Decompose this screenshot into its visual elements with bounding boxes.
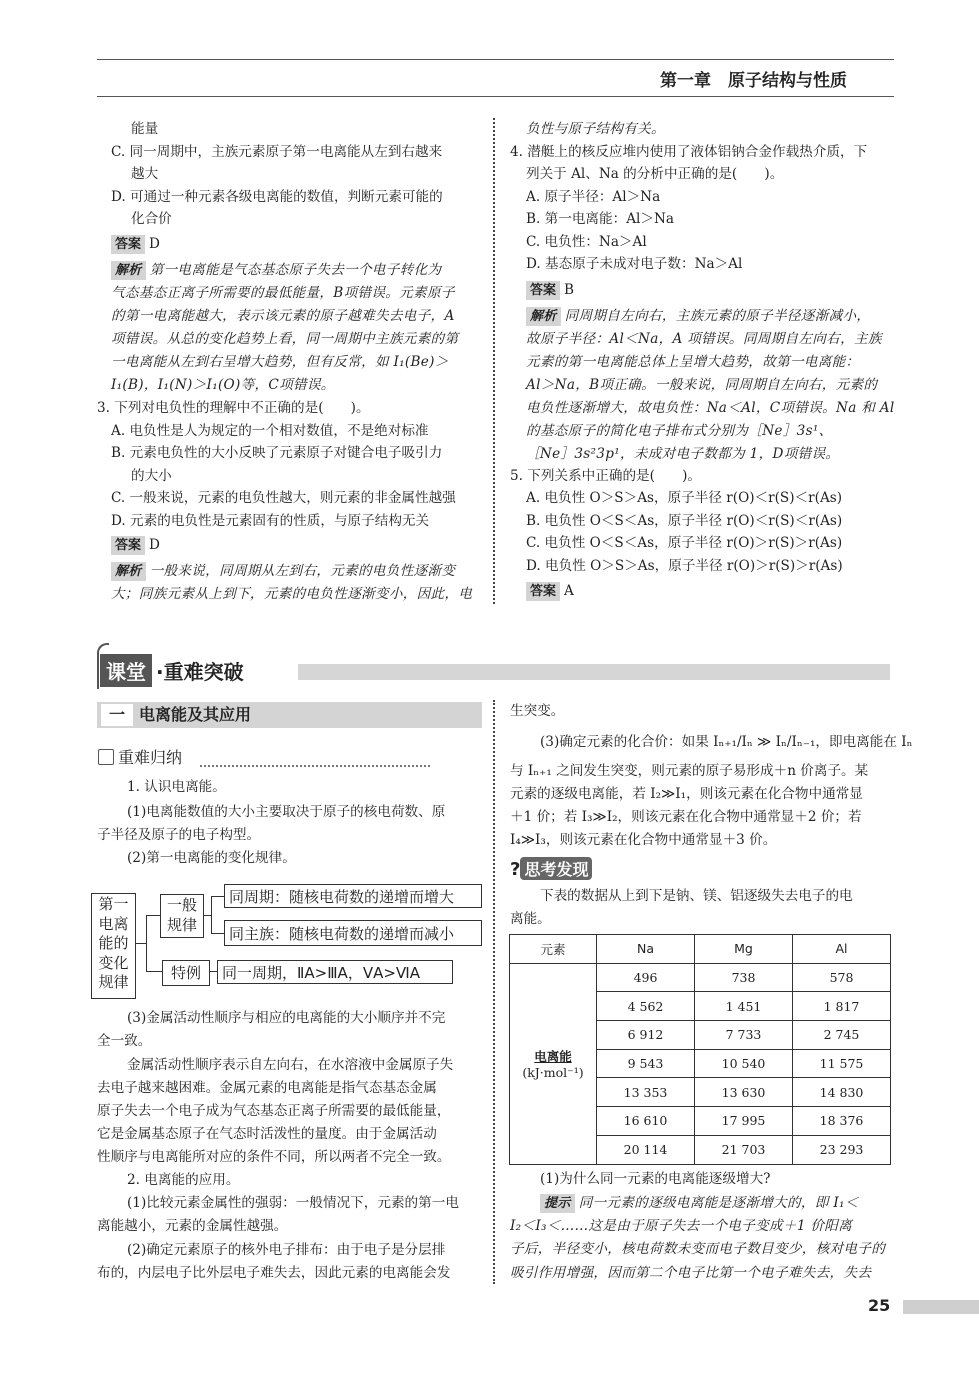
body-line: 全一致。	[97, 1033, 152, 1049]
answer-row	[111, 534, 160, 557]
flow-root-text: 变化	[98, 953, 129, 972]
explanation-line: 的基态原子的简化电子排布式分别为［Ne］3s¹、	[526, 423, 833, 439]
question-stem: 5. 下列关系中正确的是( )。	[510, 468, 702, 484]
body-line: 原子失去一个电子成为气态基态正离子所需要的最低能量，	[97, 1103, 451, 1119]
flow-root-box	[91, 893, 136, 999]
table-header-row	[510, 935, 891, 964]
answer-tag: 答案	[111, 536, 145, 555]
explanation-tag: 解析	[526, 307, 561, 326]
body-line: I₄≫I₃，则该元素在化合物中通常显＋3 价。	[510, 832, 777, 848]
option-line: A. 电负性是人为规定的一个相对数值，不是绝对标准	[111, 423, 429, 439]
explanation-line: 项错误。从总的变化趋势上看，同一周期中主族元素的第	[111, 331, 459, 347]
answer-value: D	[149, 537, 160, 553]
text-line: 化合价	[131, 211, 172, 227]
option-line: C. 一般来说，元素的电负性越大，则元素的非金属性越强	[111, 490, 456, 506]
column-divider-top	[493, 118, 495, 604]
flow-connector	[146, 915, 160, 916]
body-line: 生突变。	[510, 703, 565, 719]
text-line: 越大	[131, 166, 159, 182]
option-line: 的大小	[131, 468, 172, 484]
zhongnan-rule	[200, 765, 430, 767]
body-line: 子半径及原子的电子构型。	[97, 827, 261, 843]
option-line: A. 原子半径：Al＞Na	[526, 189, 661, 205]
table-cell: 1 817	[793, 992, 891, 1021]
answer-value: A	[564, 583, 574, 599]
row-label-text: 电离能	[534, 1049, 572, 1065]
subsection-number: 一	[101, 704, 133, 726]
question-stem: 3. 下列对电负性的理解中不正确的是( )。	[97, 400, 370, 416]
table-cell: 16 610	[597, 1107, 695, 1136]
text-line: C. 同一周期中，主族元素原子第一电离能从左到右越来	[111, 144, 443, 160]
table-header: 元素	[510, 935, 597, 964]
ionization-table	[509, 934, 891, 1165]
table-cell: 4 562	[597, 992, 695, 1021]
sikao-title: 思考发现	[520, 857, 592, 880]
section-title-box: 课堂	[100, 654, 152, 687]
explanation-line: 的第一电离能越大，表示该元素的原子越难失去电子，A	[111, 308, 455, 324]
answer-value: D	[149, 236, 160, 252]
table-cell: 7 733	[695, 1021, 793, 1050]
flow-special-box: 特例	[162, 960, 210, 986]
body-line: 离能。	[510, 911, 551, 927]
flow-connector	[211, 896, 212, 934]
header-rule-bottom	[97, 96, 894, 97]
hint-line: I₂＜I₃＜……这是由于原子失去一个电子变成＋1 价阳离	[510, 1218, 853, 1234]
question-icon: ?	[510, 859, 521, 880]
table-row-label	[510, 963, 597, 1164]
text-line: 能量	[131, 121, 159, 137]
sikao-heading	[510, 857, 592, 880]
body-line: (1)电离能数值的大小主要取决于原子的核电荷数、原	[127, 804, 446, 820]
question-stem: 列关于 Al、Na 的分析中正确的是( )。	[526, 166, 784, 182]
table-cell: 20 114	[597, 1135, 695, 1164]
page-number-bar	[903, 1300, 979, 1314]
table-cell: 1 451	[695, 992, 793, 1021]
table-cell: 23 293	[793, 1135, 891, 1164]
option-line: B. 第一电离能：Al＞Na	[526, 211, 674, 227]
explanation-line: 电负性逐渐增大，故电负性：Na＜Al，C项错误。Na 和 Al	[526, 400, 895, 416]
answer-row	[526, 279, 574, 302]
body-line: 元素的逐级电离能，若 I₂≫I₁，则该元素在化合物中通常显	[510, 786, 863, 802]
table-cell: 6 912	[597, 1021, 695, 1050]
explanation-line: 大；同族元素从上到下，元素的电负性逐渐变小，因此，电	[111, 586, 473, 602]
answer-value: B	[564, 282, 575, 298]
hint-line	[540, 1192, 859, 1215]
explanation-line	[111, 259, 441, 282]
flow-connector	[146, 915, 147, 972]
header-rule-top	[97, 59, 894, 60]
explanation-line: ［Ne］3s²3p¹，未成对电子数都为 1，D项错误。	[526, 446, 840, 462]
table-row	[510, 963, 891, 992]
page-number: 25	[868, 1296, 891, 1315]
body-line: 它是金属基态原子在气态时活泼性的量度。由于金属活动	[97, 1126, 437, 1142]
section-title-rest: ·重难突破	[156, 659, 244, 684]
body-line: (2)确定元素原子的核外电子排布：由于电子是分层排	[127, 1242, 446, 1258]
body-line: 金属活动性顺序表示自左向右，在水溶液中金属原子失	[127, 1057, 454, 1073]
text-line: D. 可通过一种元素各级电离能的数值，判断元素可能的	[111, 189, 443, 205]
flow-root-text: 第一	[98, 895, 129, 913]
zhongnan-title: 重难归纳	[118, 748, 183, 767]
flow-connector	[211, 896, 224, 897]
subsection-title: 电离能及其应用	[139, 705, 252, 724]
body-line: (3)金属活动性顺序与相应的电离能的大小顺序并不完	[127, 1010, 446, 1026]
table-cell: 738	[695, 963, 793, 992]
flow-special-text-box: 同一周期，ⅡA>ⅢA，ⅤA>ⅥA	[217, 960, 453, 984]
table-cell: 496	[597, 963, 695, 992]
table-cell: 578	[793, 963, 891, 992]
table-cell: 13 353	[597, 1078, 695, 1107]
table-header: Na	[597, 935, 695, 964]
option-line: D. 电负性 O＞S＞As，原子半径 r(O)＞r(S)＞r(As)	[526, 558, 843, 574]
body-line: (1)比较元素金属性的强弱：一般情况下，元素的第一电	[127, 1195, 459, 1211]
flow-root-text: 电离	[98, 914, 129, 933]
row-unit-text: (kJ·mol⁻¹)	[522, 1065, 584, 1081]
option-line: C. 电负性 O＜S＜As，原子半径 r(O)＞r(S)＞r(As)	[526, 535, 843, 551]
explanation-text: 同周期自左向右，主族元素的原子半径逐渐减小，	[564, 308, 871, 324]
option-line: C. 电负性：Na＞Al	[526, 234, 647, 250]
body-line: 与 Iₙ₊₁ 之间发生突变，则元素的原子易形成＋n 价离子。某	[510, 763, 869, 779]
answer-tag: 答案	[526, 281, 560, 300]
answer-tag: 答案	[526, 582, 560, 601]
section-title-bar	[298, 664, 890, 680]
table-header: Al	[793, 935, 891, 964]
chapter-title: 第一章 原子结构与性质	[660, 71, 847, 91]
option-line: D. 元素的电负性是元素固有的性质，与原子结构无关	[111, 513, 430, 529]
flow-period-box: 同周期：随核电荷数的递增而增大	[224, 884, 482, 908]
table-cell: 9 543	[597, 1049, 695, 1078]
flow-root-text: 能的	[98, 934, 129, 952]
hint-text: 同一元素的逐级电离能是逐渐增大的，即 I₁＜	[578, 1195, 859, 1211]
body-line: ＋1 价；若 I₃≫I₂，则该元素在化合物中通常显＋2 价；若	[510, 809, 862, 825]
body-line: 离能越小，元素的金属性越强。	[97, 1218, 288, 1234]
explanation-text: 第一电离能是气态基态原子失去一个电子转化为	[149, 262, 442, 278]
table-cell: 18 376	[793, 1107, 891, 1136]
option-line: D. 基态原子未成对电子数：Na＞Al	[526, 256, 743, 272]
table-cell: 10 540	[695, 1049, 793, 1078]
explanation-line: 气态基态正离子所需要的最低能量，B项错误。元素原子	[111, 285, 455, 301]
flow-general-text: 规律	[166, 916, 197, 934]
answer-row	[526, 580, 574, 603]
explanation-line: I₁(B)，I₁(N)＞I₁(O)等，C项错误。	[111, 377, 335, 393]
hint-line: 吸引作用增强，因而第二个电子比第一个电子难失去，失去	[510, 1265, 872, 1281]
body-line: 去电子越来越困难。金属元素的电离能是指气态基态金属	[97, 1080, 437, 1096]
explanation-line: Al＞Na，B项正确。一般来说，同周期自左向右，元素的	[526, 377, 878, 393]
body-line: (3)确定元素的化合价：如果 Iₙ₊₁/Iₙ ≫ Iₙ/Iₙ₋₁，即电离能在 Iₙ	[540, 734, 913, 750]
table-cell: 13 630	[695, 1078, 793, 1107]
answer-row	[111, 233, 160, 256]
flow-general-box	[160, 894, 204, 938]
explanation-line: 故原子半径：Al＜Na，A 项错误。同周期自左向右，主族	[526, 331, 882, 347]
table-cell: 2 745	[793, 1021, 891, 1050]
flow-general-text: 一般	[166, 896, 197, 914]
table-header: Mg	[695, 935, 793, 964]
answer-tag: 答案	[111, 235, 145, 254]
body-line: 下表的数据从上到下是钠、镁、铝逐级失去电子的电	[540, 888, 853, 904]
explanation-tag: 解析	[111, 261, 146, 280]
table-cell: 21 703	[695, 1135, 793, 1164]
body-line: 布的，内层电子比外层电子难失去，因此元素的电离能会发	[97, 1265, 451, 1281]
option-line: B. 元素电负性的大小反映了元素原子对键合电子吸引力	[111, 445, 443, 461]
explanation-line: 一电离能从左到右呈增大趋势，但有反常，如 I₁(Be)＞	[111, 354, 449, 370]
flow-root-text: 规律	[98, 973, 129, 991]
column-divider-bottom	[493, 700, 495, 1284]
flow-connector	[211, 933, 224, 934]
hint-tag: 提示	[540, 1194, 575, 1213]
hint-line: 子后，半径变小，核电荷数未变而电子数目变少，核对电子的	[510, 1241, 886, 1257]
zhongnan-heading	[98, 745, 182, 768]
table-cell: 11 575	[793, 1049, 891, 1078]
body-line: 1. 认识电离能。	[127, 779, 226, 795]
explanation-line: 元素的第一电离能总体上呈增大趋势，故第一电离能：	[526, 354, 860, 370]
flow-connector	[146, 971, 162, 972]
table-cell: 17 995	[695, 1107, 793, 1136]
option-line: A. 电负性 O＞S＞As，原子半径 r(O)＜r(S)＜r(As)	[526, 490, 843, 506]
note-icon	[98, 749, 114, 765]
body-line: 2. 电离能的应用。	[127, 1172, 240, 1188]
explanation-line	[111, 560, 455, 583]
option-line: B. 电负性 O＜S＜As，原子半径 r(O)＜r(S)＜r(As)	[526, 513, 843, 529]
explanation-text: 一般来说，同周期从左到右，元素的电负性逐渐变	[149, 563, 456, 579]
explanation-line	[526, 305, 870, 328]
section-title	[100, 652, 244, 688]
subsection-heading	[97, 702, 482, 728]
body-line: 性顺序与电离能所对应的条件不同，所以两者不完全一致。	[97, 1149, 451, 1165]
question-stem: 4. 潜艇上的核反应堆内使用了液体铝钠合金作载热介质，下	[510, 144, 868, 160]
flow-group-box: 同主族：随核电荷数的递增而减小	[224, 920, 482, 946]
table-cell: 14 830	[793, 1078, 891, 1107]
body-line: (1)为什么同一元素的电离能逐级增大?	[540, 1171, 771, 1187]
explanation-line: 负性与原子结构有关。	[526, 121, 665, 137]
explanation-tag: 解析	[111, 562, 146, 581]
body-line: (2)第一电离能的变化规律。	[127, 850, 296, 866]
